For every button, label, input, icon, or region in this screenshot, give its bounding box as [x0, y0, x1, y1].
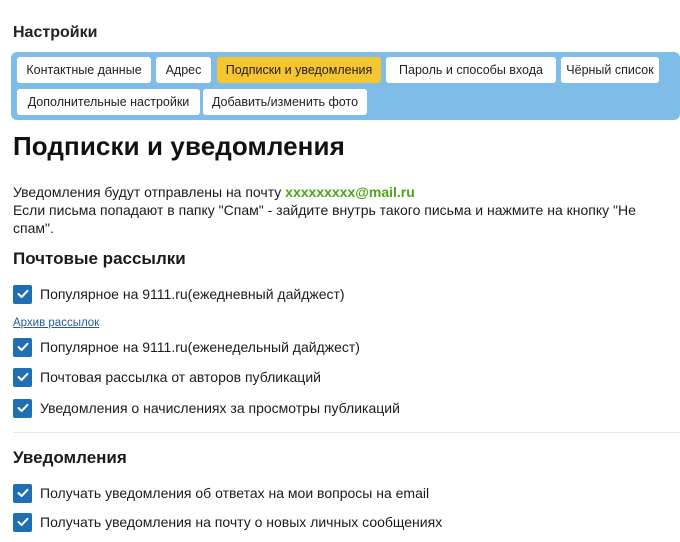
checkbox-row	[13, 483, 429, 503]
archive-link[interactable]: Архив рассылок	[13, 317, 100, 329]
checkbox-label: Популярное на 9111.ru(ежедневный дайджест)	[40, 286, 345, 302]
tab-additional-settings[interactable]: Дополнительные настройки	[17, 89, 200, 115]
mail-section-title: Почтовые рассылки	[13, 249, 186, 268]
tab-blacklist[interactable]: Чёрный список	[561, 57, 659, 83]
checkbox-row	[13, 337, 360, 357]
checkbox-label: Почтовая рассылка от авторов публикаций	[40, 369, 321, 385]
checkbox-row	[13, 284, 345, 304]
checkmark-icon	[17, 517, 29, 527]
settings-title: Настройки	[13, 24, 98, 41]
checkmark-icon	[17, 372, 29, 382]
checkbox-views-earnings[interactable]	[13, 399, 32, 418]
tab-subscriptions[interactable]: Подписки и уведомления	[217, 57, 381, 83]
checkmark-icon	[17, 488, 29, 498]
checkmark-icon	[17, 289, 29, 299]
spam-note: Если письма попадают в папку "Спам" - зайдите внутрь такого письма и нажмите на кнопку "Не спам".	[13, 202, 636, 236]
tab-photo[interactable]: Добавить/изменить фото	[203, 89, 367, 115]
tab-password[interactable]: Пароль и способы входа	[386, 57, 556, 83]
info-text	[13, 183, 673, 237]
settings-tabs	[11, 52, 680, 120]
checkbox-weekly-digest[interactable]	[13, 338, 32, 357]
checkbox-row	[13, 367, 321, 387]
checkbox-label: Получать уведомления на почту о новых личных сообщениях	[40, 514, 443, 530]
checkbox-label: Популярное на 9111.ru(еженедельный дайджест)	[40, 339, 360, 355]
checkbox-private-messages[interactable]	[13, 513, 32, 532]
checkbox-label: Уведомления о начислениях за просмотры публикаций	[40, 400, 400, 416]
notify-text: Уведомления будут отправлены на почту	[13, 184, 286, 200]
checkbox-row	[13, 512, 442, 532]
checkbox-answers-email[interactable]	[13, 484, 32, 503]
checkbox-daily-digest[interactable]	[13, 285, 32, 304]
email-address: xxxxxxxxx@mail.ru	[285, 184, 415, 200]
tab-address[interactable]: Адрес	[156, 57, 211, 83]
checkmark-icon	[17, 342, 29, 352]
checkbox-author-mailing[interactable]	[13, 368, 32, 387]
section-divider	[13, 432, 680, 433]
checkbox-label: Получать уведомления об ответах на мои вопросы на email	[40, 485, 430, 501]
notifications-section-title: Уведомления	[13, 448, 127, 467]
page-title: Подписки и уведомления	[13, 131, 345, 161]
tab-contacts[interactable]: Контактные данные	[17, 57, 151, 83]
checkbox-row	[13, 398, 400, 418]
checkmark-icon	[17, 403, 29, 413]
